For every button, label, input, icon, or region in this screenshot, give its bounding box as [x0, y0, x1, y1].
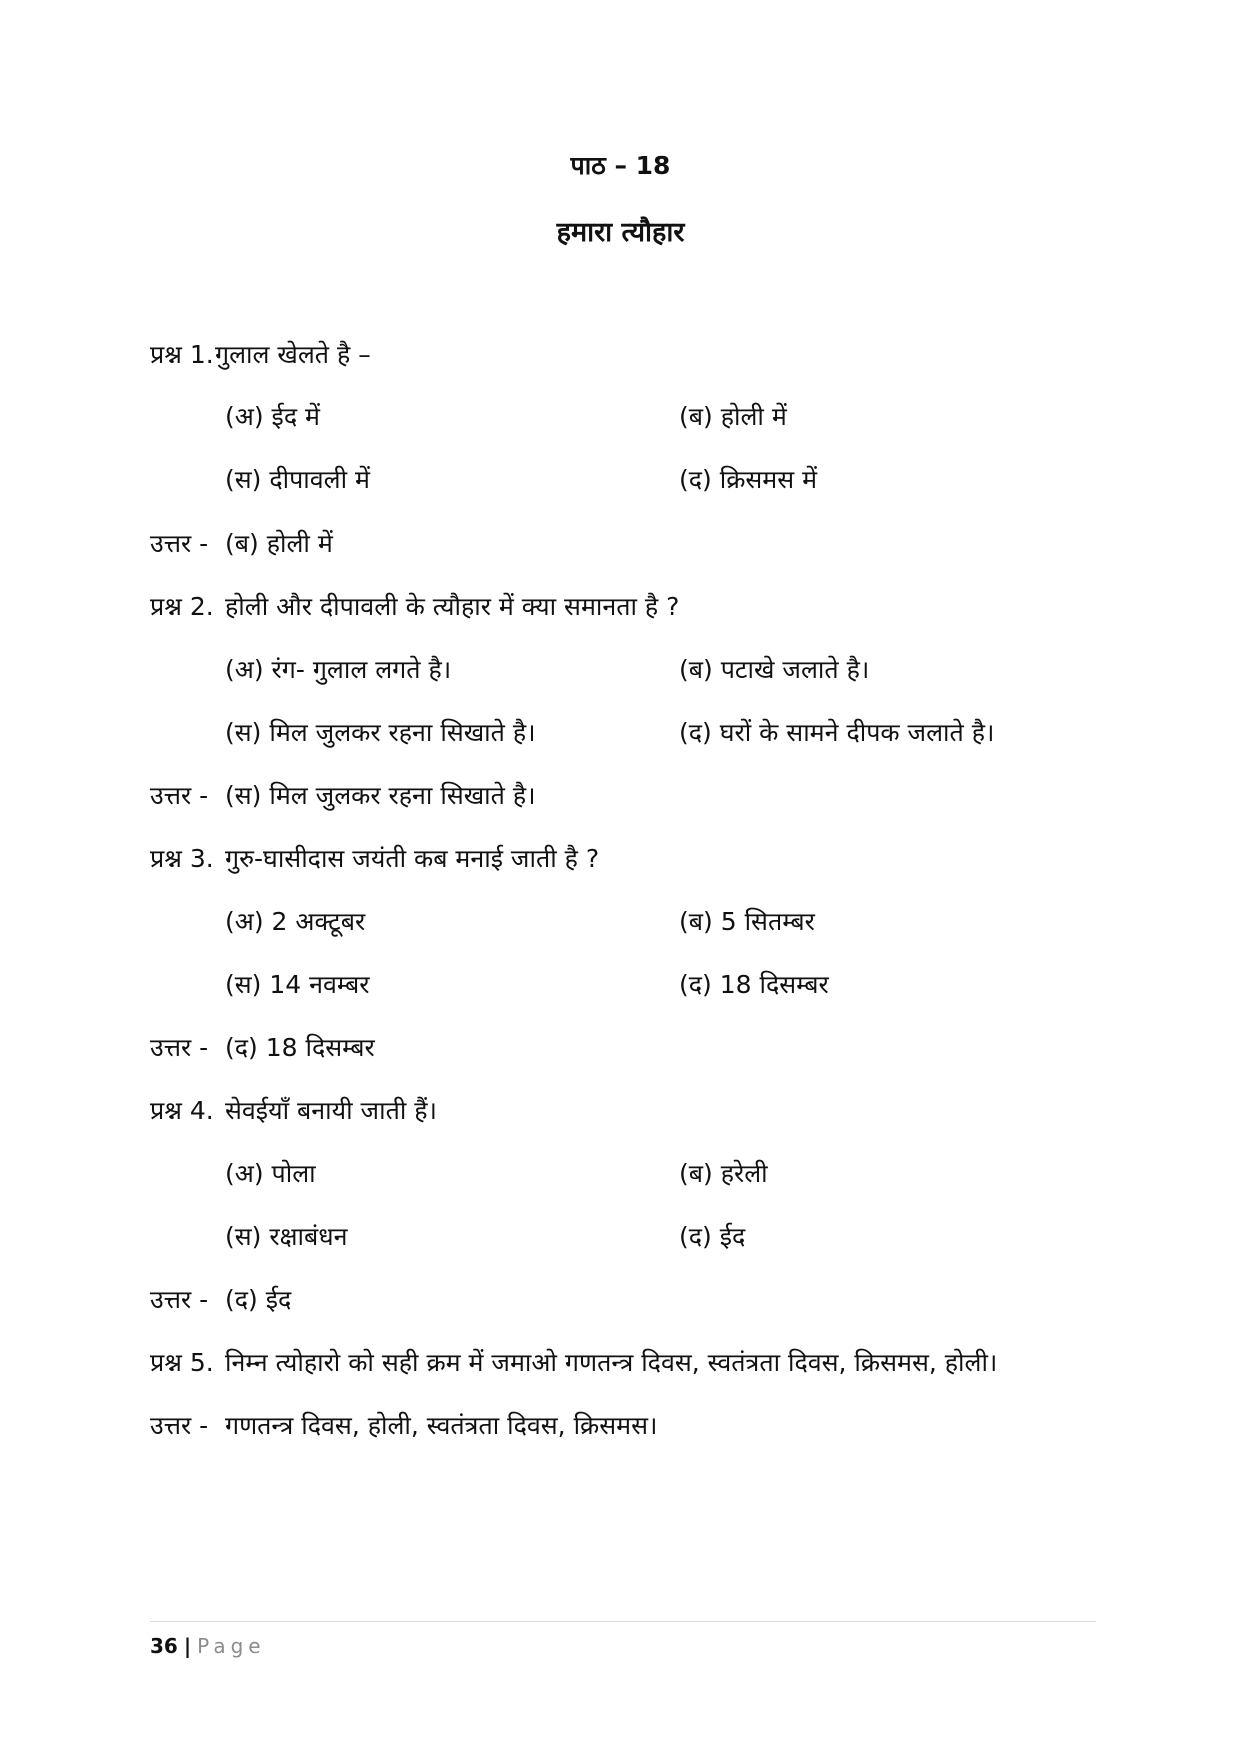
question-label: प्रश्न 4. [150, 1096, 214, 1125]
page-label: Page [197, 1634, 266, 1658]
question-label: प्रश्न 5. [150, 1348, 214, 1377]
option-b: (ब) पटाखे जलाते है। [679, 655, 870, 684]
question-text: सेवईयाँ बनायी जाती हैं। [225, 1096, 437, 1125]
question-text: गुलाल खेलते है – [215, 340, 371, 369]
option-b: (ब) 5 सितम्बर [679, 907, 815, 936]
footer-separator: | [183, 1634, 192, 1658]
footer-divider [150, 1621, 1096, 1622]
answer-label: उत्तर - [150, 529, 209, 558]
question-label: प्रश्न 2. [150, 592, 214, 621]
option-a: (अ) ईद में [225, 402, 321, 431]
question-text: निम्न त्योहारो को सही क्रम में जमाओ गणतन्त्र दिवस, स्वतंत्रता दिवस, क्रिसमस, होली। [225, 1348, 998, 1377]
option-a: (अ) रंग- गुलाल लगते है। [225, 655, 452, 684]
answer-text: (ब) होली में [225, 529, 333, 558]
answer-label: उत्तर - [150, 1411, 209, 1440]
option-b: (ब) होली में [679, 402, 787, 431]
answer-text: गणतन्त्र दिवस, होली, स्वतंत्रता दिवस, क्रिसमस। [225, 1411, 658, 1440]
option-b: (ब) हरेली [679, 1159, 768, 1188]
option-c: (स) दीपावली में [225, 465, 371, 494]
answer-label: उत्तर - [150, 781, 209, 810]
answer-text: (द) 18 दिसम्बर [225, 1033, 375, 1062]
option-d: (द) 18 दिसम्बर [679, 970, 829, 999]
option-a: (अ) 2 अक्टूबर [225, 907, 366, 936]
option-a: (अ) पोला [225, 1159, 316, 1188]
option-c: (स) रक्षाबंधन [225, 1222, 348, 1251]
question-label: प्रश्न 1. [150, 340, 214, 369]
answer-label: उत्तर - [150, 1285, 209, 1314]
page-number: 36 [150, 1634, 178, 1658]
option-c: (स) 14 नवम्बर [225, 970, 370, 999]
option-d: (द) ईद [679, 1222, 746, 1251]
question-label: प्रश्न 3. [150, 844, 214, 873]
question-text: होली और दीपावली के त्यौहार में क्या समानता है ? [225, 592, 680, 621]
answer-text: (द) ईद [225, 1285, 292, 1314]
option-c: (स) मिल जुलकर रहना सिखाते है। [225, 718, 536, 747]
option-d: (द) घरों के सामने दीपक जलाते है। [679, 718, 995, 747]
lesson-title: हमारा त्यौहार [556, 217, 685, 248]
answer-label: उत्तर - [150, 1033, 209, 1062]
question-text: गुरु-घासीदास जयंती कब मनाई जाती है ? [225, 844, 600, 873]
option-d: (द) क्रिसमस में [679, 465, 818, 494]
page-footer [150, 1634, 266, 1658]
lesson-number: पाठ – 18 [570, 151, 671, 180]
answer-text: (स) मिल जुलकर रहना सिखाते है। [225, 781, 536, 810]
